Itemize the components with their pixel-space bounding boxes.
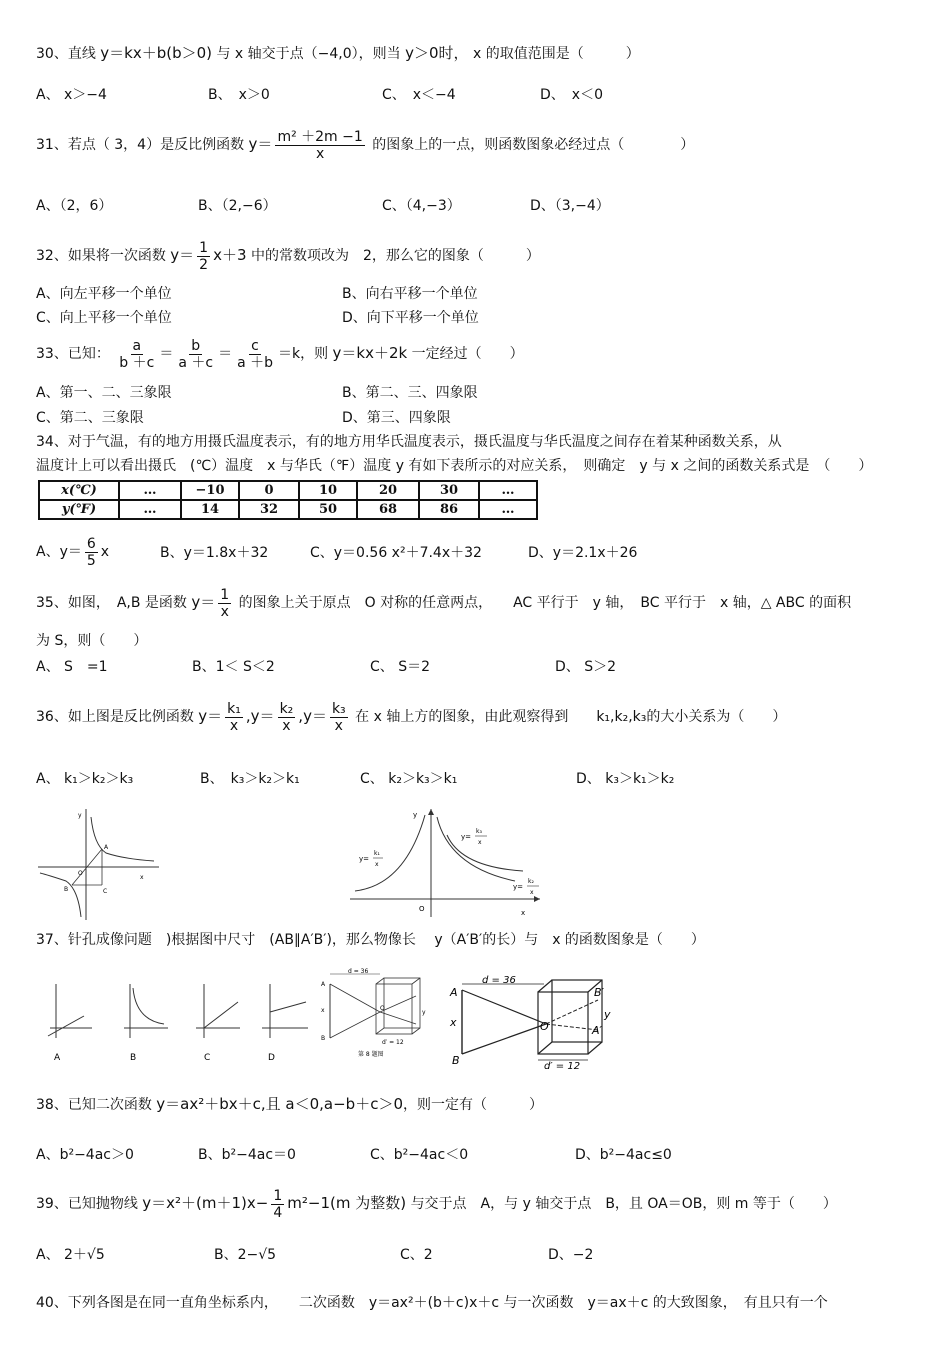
q31-option-b[interactable]: B、（2,−6） [198, 198, 277, 214]
temperature-table [38, 480, 538, 520]
q34-opt-a-post: x [100, 544, 110, 560]
fig-label: y= [359, 855, 370, 863]
q30-stem-b: 与 x 轴交于点（−4,0），则当 [216, 46, 401, 62]
table-cell: 32 [239, 500, 299, 519]
q36-frac-2 [278, 701, 296, 734]
table-cell: 86 [419, 500, 479, 519]
q37-graph-b[interactable] [124, 984, 168, 1063]
q39-eq-a: y＝x²＋(m＋1)x− [142, 1194, 269, 1212]
q30-stem-c: x 的取值范围是（ ） [472, 46, 640, 62]
q38-stem: 38、已知二次函数 [36, 1097, 152, 1113]
table-cell: … [479, 500, 537, 519]
q35-option-a[interactable]: A、 S =1 [36, 659, 108, 675]
q32-y: y＝ [170, 246, 195, 264]
q39-option-a[interactable]: A、 2＋√5 [36, 1247, 105, 1263]
q31-stem-b: 的图象上的一点，则函数图象必经过点（ ） [372, 137, 695, 153]
q35-option-b[interactable]: B、1＜ S＜2 [192, 659, 275, 675]
q34-opt-a-prefix: A、y＝ [36, 544, 82, 560]
q38-option-d[interactable]: D、b²−4ac≤0 [575, 1147, 672, 1163]
q33-fraction-2 [176, 338, 215, 371]
q34-option-d[interactable]: D、y＝2.1x＋26 [528, 545, 638, 561]
large-fig-label: A [450, 986, 458, 999]
q31-numerator: m² ＋2m −1 [277, 128, 363, 145]
question-39 [36, 1183, 837, 1224]
q31-denominator: x [315, 145, 325, 162]
fig-label: O [78, 870, 83, 877]
q39-option-d[interactable]: D、−2 [548, 1247, 594, 1263]
q39-stem-b: 与交于点 A，与 y 轴交于点 B，且 OA＝OB，则 m 等于（ ） [410, 1196, 837, 1212]
question-31 [36, 124, 694, 165]
table-cell: 68 [357, 500, 419, 519]
small-fig-caption: 第 8 题图 [358, 1051, 384, 1058]
q33-f3-num: c [251, 337, 259, 354]
small-fig-label: B [321, 1035, 326, 1042]
q32-fraction [197, 240, 210, 273]
q36-k3: k₃ [331, 700, 346, 717]
q36-k2: k₂ [279, 700, 294, 717]
q35-fraction [218, 587, 231, 620]
q35-figure [34, 805, 164, 923]
q34-option-b[interactable]: B、y＝1.8x＋32 [160, 545, 269, 561]
q33-f1-den: b ＋c [119, 354, 155, 371]
fig-label: y [78, 812, 82, 819]
table-cell: x(℃) [39, 481, 119, 500]
q37-graph-c[interactable] [196, 984, 240, 1063]
q36-stem-b: 在 x 轴上方的图象，由此观察得到 k₁,k₂,k₃的大小关系为（ ） [355, 709, 787, 725]
graph-label: A [54, 1053, 61, 1063]
fig-label: x [478, 839, 482, 846]
question-37: 37、针孔成像问题 )根据图中尺寸 (AB∥A′B′)，那么物像长 y（A′B′的长）与 x 的函数图象是（ ） [36, 932, 705, 948]
q31-stem: 31、若点（ 3，4）是反比例函数 [36, 137, 245, 153]
q33-fraction-1 [117, 338, 156, 371]
q33-option-b[interactable]: B、第二、三、四象限 [342, 385, 478, 401]
q30-equation: y＝kx＋b(b＞0) [100, 44, 213, 62]
table-row [39, 481, 537, 500]
question-35 [36, 582, 851, 623]
q36-k1: k₁ [227, 700, 241, 717]
table-cell: … [119, 500, 181, 519]
q37-graph-a[interactable] [48, 984, 92, 1063]
question-30 [36, 44, 640, 63]
q30-option-b[interactable]: B、 x＞0 [208, 87, 270, 103]
table-cell: … [119, 481, 181, 500]
large-fig-label: d = 36 [482, 975, 516, 986]
q31-y: y＝ [248, 135, 273, 153]
graph-label: C [204, 1053, 211, 1063]
small-fig-label: O [380, 1005, 385, 1012]
q36-option-b[interactable]: B、 k₃＞k₂＞k₁ [200, 771, 300, 787]
q32-option-d[interactable]: D、向下平移一个单位 [342, 310, 479, 326]
q36-option-c[interactable]: C、 k₂＞k₃＞k₁ [360, 771, 458, 787]
fig-label: y [413, 811, 418, 819]
q33-option-d[interactable]: D、第三、四象限 [342, 410, 451, 426]
fig-label: B [64, 886, 69, 893]
q30-option-d[interactable]: D、 x＜0 [540, 87, 603, 103]
q34-opt-a-den: 5 [86, 552, 96, 569]
q32-denominator: 2 [199, 256, 209, 273]
table-cell: 50 [299, 500, 357, 519]
q30-option-c[interactable]: C、 x＜−4 [382, 87, 456, 103]
q33-fraction-3 [235, 338, 275, 371]
large-fig-label: B′ [594, 986, 605, 999]
fig-label: x [521, 909, 526, 917]
fig-label: k₁ [374, 850, 380, 857]
q33-f2-den: a ＋c [178, 354, 214, 371]
q35-y: y＝ [191, 593, 216, 611]
fig-label: A [104, 844, 109, 851]
graph-label: D [268, 1053, 275, 1063]
large-fig-label: y [604, 1008, 611, 1021]
q36-stem: 36、如上图是反比例函数 [36, 709, 194, 725]
q30-condition: y＞0时， [405, 44, 469, 62]
q34-option-c[interactable]: C、y＝0.56 x²＋7.4x＋32 [310, 545, 482, 561]
q36-option-d[interactable]: D、 k₃＞k₁＞k₂ [576, 771, 675, 787]
q36-frac-3 [330, 701, 348, 734]
table-cell: −10 [181, 481, 239, 500]
q34-opt-a-num: 6 [86, 535, 96, 552]
q34-line-1: 34、对于气温，有的地方用摄氏温度表示，有的地方用华氏温度表示，摄氏温度与华氏温度之间存在着某种函数关系，从 [36, 434, 782, 450]
small-fig-label: x [321, 1007, 325, 1014]
q37-large-figure [444, 972, 614, 1070]
q36-option-a[interactable]: A、 k₁＞k₂＞k₃ [36, 771, 134, 787]
q36-y1: y＝ [198, 707, 223, 725]
q32-option-b[interactable]: B、向右平移一个单位 [342, 286, 478, 302]
q35-denominator: x [220, 603, 229, 620]
q35-stem-b: 的图象上关于原点 O 对称的任意两点， AC 平行于 y 轴， BC 平行于 x 轴，△ ABC 的面积 [238, 595, 852, 611]
q33-stem-b: 一定经过（ ） [411, 346, 524, 362]
fig-label: k₂ [528, 878, 534, 885]
graph-label: B [130, 1053, 137, 1063]
q38-option-c[interactable]: C、b²−4ac＜0 [370, 1147, 469, 1163]
fig-label: k₃ [476, 828, 482, 835]
q31-option-c[interactable]: C、（4,−3） [382, 198, 461, 214]
question-33: 33、已知： $\frac{a}{b +c}$ ＝ $\frac{b}{a +c}$ ＝ $\frac{c}{a +b}$ ＝k，则 y＝kx＋2k 一定经过（ ） [36, 337, 524, 371]
large-fig-label: O [540, 1020, 549, 1033]
fig-label: y= [461, 833, 472, 841]
small-fig-label: y [422, 1009, 426, 1016]
q36-y2: ,y＝ [245, 707, 275, 725]
q32-stem-b: 中的常数项改为 2，那么它的图象（ ） [250, 248, 540, 264]
q35-stem: 35、如图， A,B 是函数 [36, 595, 187, 611]
q37-graph-d[interactable] [262, 984, 308, 1063]
large-fig-label: x [450, 1016, 457, 1029]
fig-label: x [530, 889, 534, 896]
q39-eq-b: m²−1(m 为整数) [287, 1194, 407, 1212]
q36-x3: x [334, 717, 343, 734]
q36-frac-1 [225, 701, 243, 734]
table-cell: 30 [419, 481, 479, 500]
fig-label: C [103, 888, 108, 895]
q39-option-c[interactable]: C、2 [400, 1247, 433, 1263]
fig-label: O [419, 905, 425, 913]
question-40: 40、下列各图是在同一直角坐标系内， 二次函数 y＝ax²＋(b＋c)x＋c 与一次函数 y＝ax＋c 的大致图象， 有且只有一个 [36, 1295, 828, 1311]
q33-option-a[interactable]: A、第一、二、三象限 [36, 385, 172, 401]
q36-x1: x [229, 717, 239, 734]
q33-f3-den: a ＋b [237, 354, 273, 371]
table-cell: y(℉) [39, 500, 119, 519]
q38-option-a[interactable]: A、b²−4ac＞0 [36, 1147, 134, 1163]
table-cell: 14 [181, 500, 239, 519]
q34-line-2: 温度计上可以看出摄氏 (℃）温度 x 与华氏（℉）温度 y 有如下表所示的对应关系， 则确定 y 与 x 之间的函数关系式是 （ ） [36, 458, 873, 474]
q30-option-a[interactable]: A、 x＞−4 [36, 87, 107, 103]
question-38 [36, 1095, 543, 1114]
q36-figure [345, 805, 545, 920]
q33-stem: 33、已知： [36, 346, 110, 362]
q33-eq-k: ＝k，则 [277, 346, 329, 362]
question-32 [36, 235, 540, 276]
q32-tail: x＋3 [213, 246, 247, 264]
table-cell: 10 [299, 481, 357, 500]
q35-line-2: 为 S，则（ ） [36, 633, 148, 649]
q34-option-a[interactable] [36, 532, 109, 572]
small-fig-label: d′ = 12 [382, 1039, 404, 1046]
question-36 [36, 696, 786, 737]
q32-numerator: 1 [199, 239, 209, 256]
table-cell: 0 [239, 481, 299, 500]
table-cell: 20 [357, 481, 419, 500]
q37-small-figure [318, 968, 430, 1060]
q34-opt-a-fraction [85, 536, 98, 569]
q39-fraction [271, 1188, 284, 1221]
q33-f1-num: a [132, 337, 142, 354]
fig-label: x [375, 861, 379, 868]
q38-stem-b: ，则一定有（ ） [403, 1097, 543, 1113]
q36-y3: ,y＝ [298, 707, 327, 725]
small-fig-label: A [321, 981, 326, 988]
q35-option-d[interactable]: D、 S＞2 [555, 659, 617, 675]
table-row [39, 500, 537, 519]
q31-option-a[interactable]: A、（2，6） [36, 198, 113, 214]
large-fig-label: A′ [592, 1024, 603, 1037]
q31-fraction [275, 129, 364, 162]
q33-line-eq: y＝kx＋2k [332, 344, 408, 362]
q39-numerator: 1 [273, 1187, 283, 1204]
large-fig-label: d′ = 12 [544, 1061, 581, 1070]
large-fig-label: B [452, 1054, 460, 1067]
q33-f2-num: b [191, 337, 201, 354]
q35-numerator: 1 [220, 586, 230, 603]
q38-equation: y＝ax²＋bx＋c,且 a＜0,a−b＋c＞0 [156, 1095, 403, 1113]
q39-stem: 39、已知抛物线 [36, 1196, 138, 1212]
fig-label: x [140, 874, 144, 881]
q36-x2: x [282, 717, 291, 734]
q39-option-b[interactable]: B、2−√5 [214, 1247, 277, 1263]
q39-denominator: 4 [273, 1204, 283, 1221]
table-cell: … [479, 481, 537, 500]
small-fig-label: d = 36 [348, 968, 369, 975]
q30-stem: 30、直线 [36, 46, 96, 62]
q33-option-c[interactable]: C、第二、三象限 [36, 410, 144, 426]
q31-option-d[interactable]: D、（3,−4） [530, 198, 610, 214]
q32-option-c[interactable]: C、向上平移一个单位 [36, 310, 172, 326]
q35-option-c[interactable]: C、 S＝2 [370, 659, 431, 675]
fig-label: y= [513, 883, 524, 891]
q32-option-a[interactable]: A、向左平移一个单位 [36, 286, 172, 302]
q38-option-b[interactable]: B、b²−4ac＝0 [198, 1147, 296, 1163]
q37-option-graphs [40, 980, 312, 1064]
q32-stem: 32、如果将一次函数 [36, 248, 166, 264]
